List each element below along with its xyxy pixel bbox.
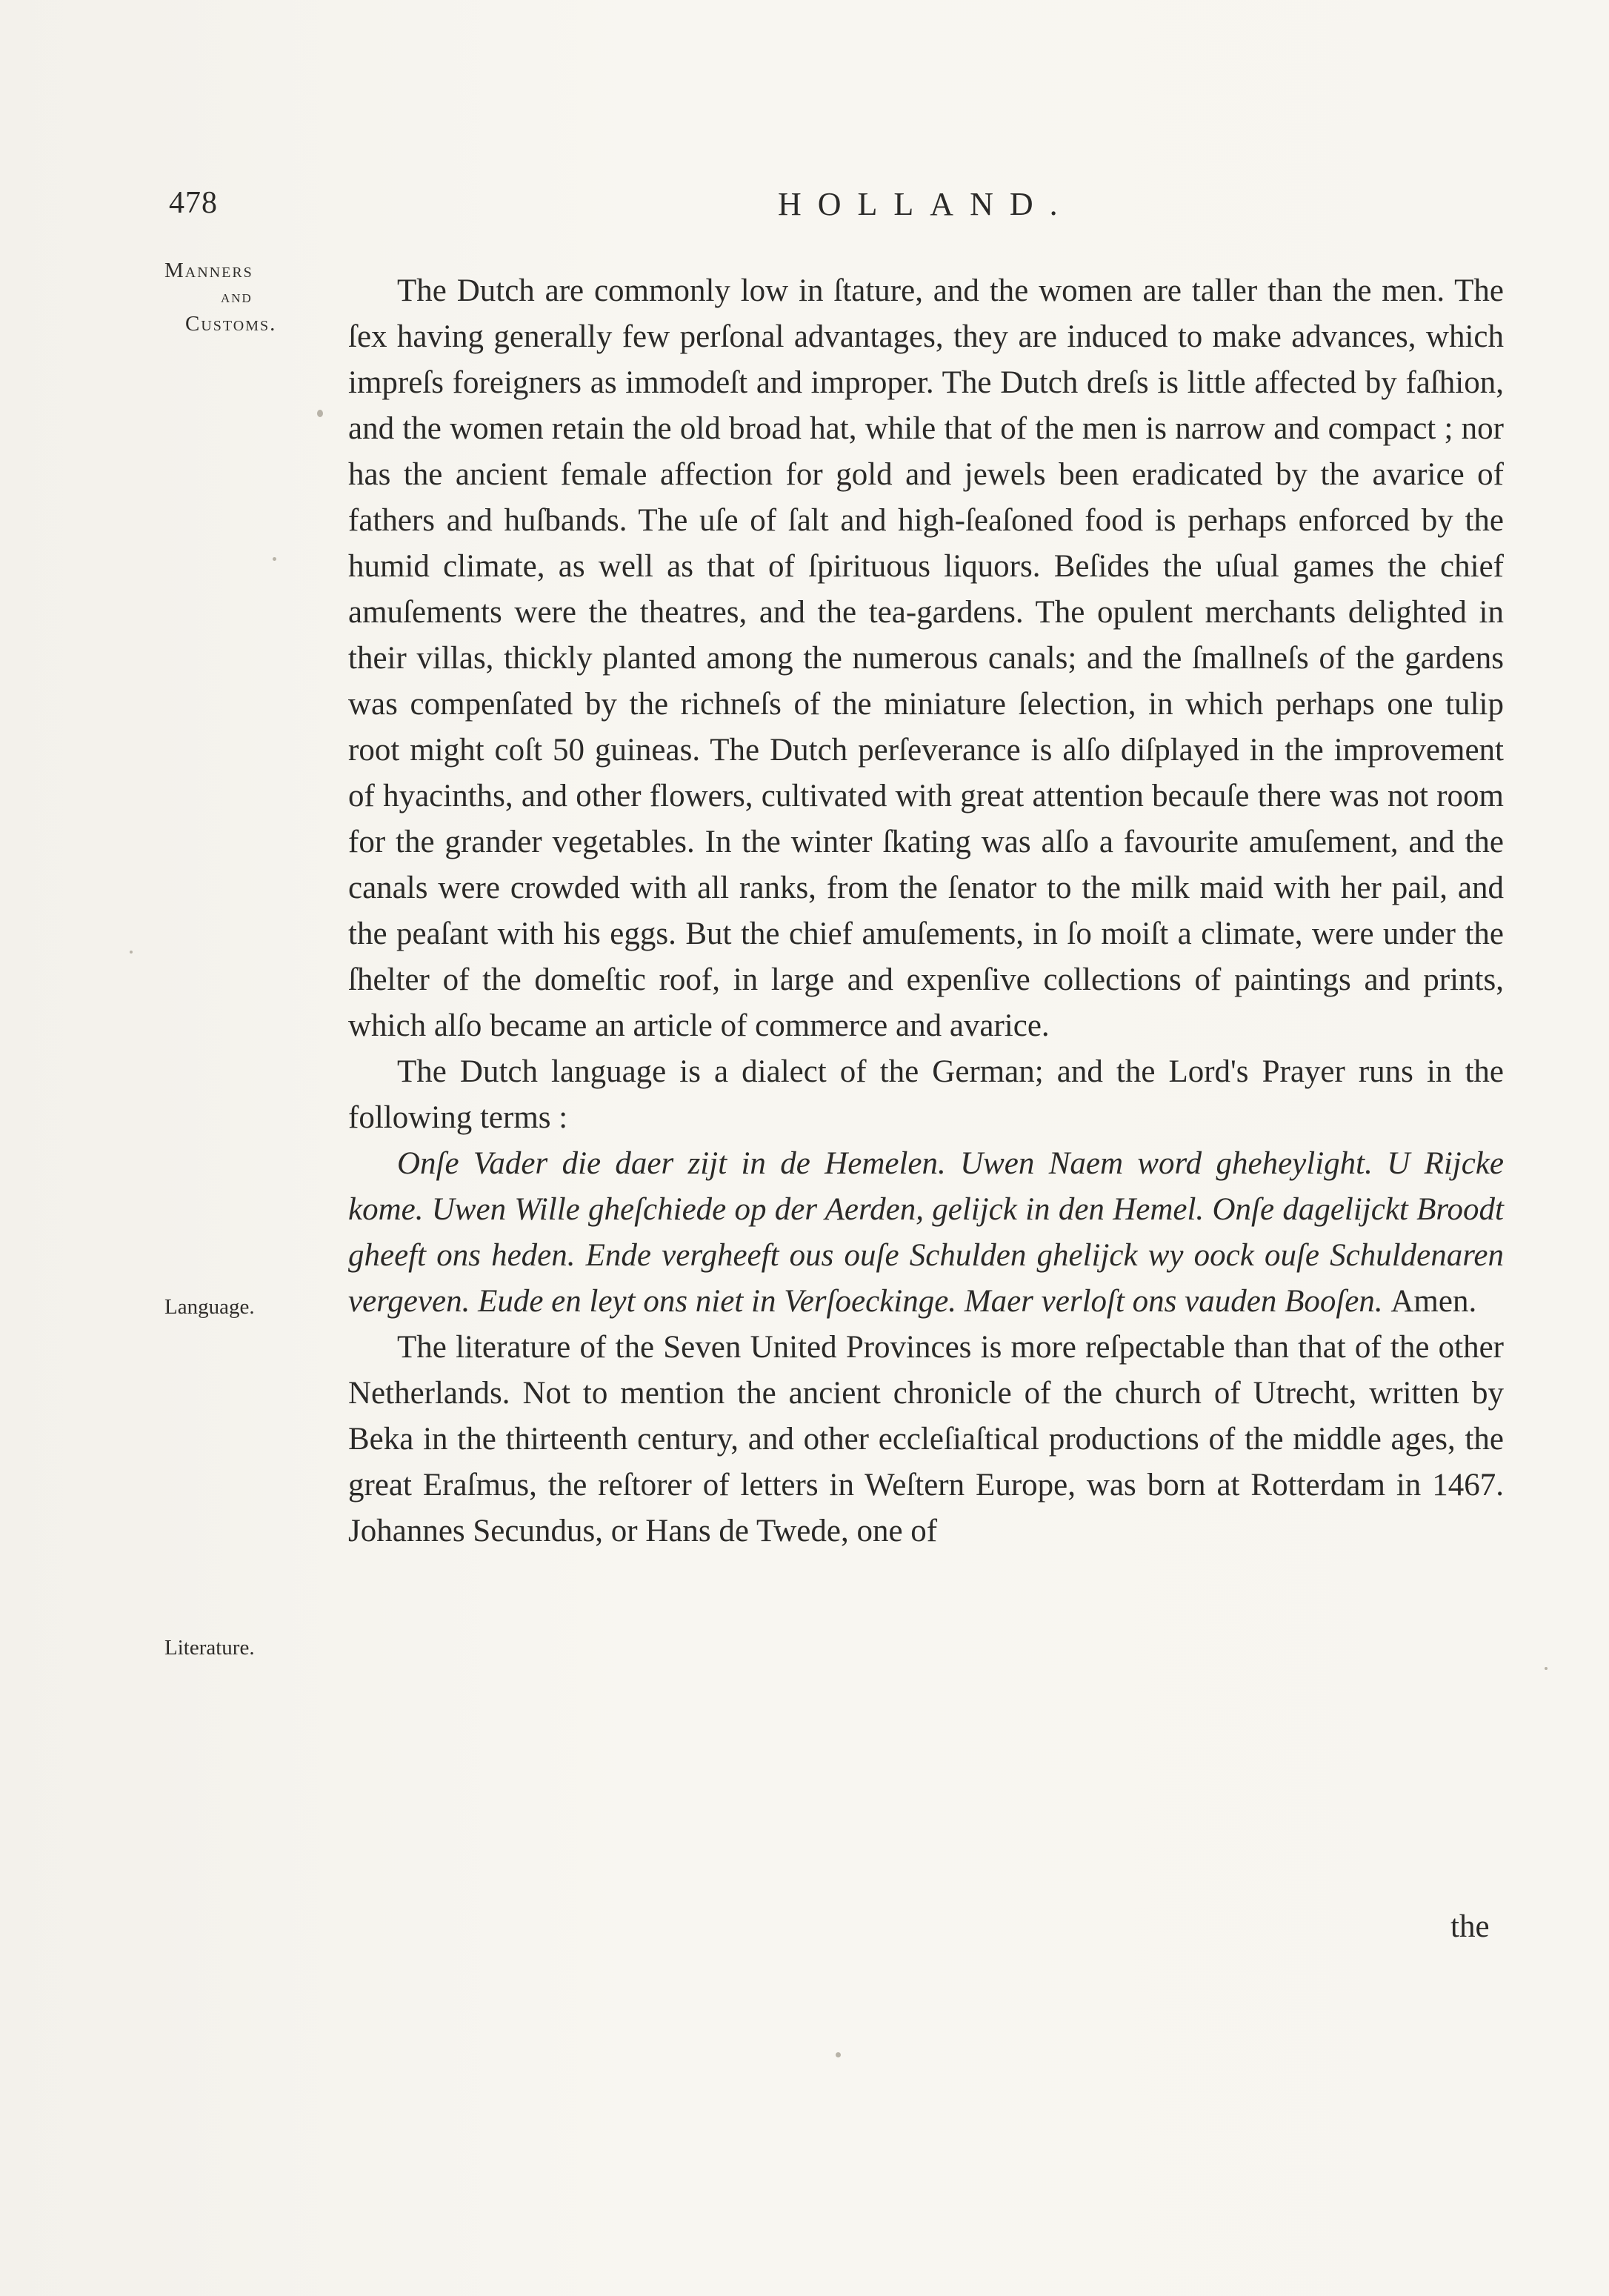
lords-prayer [348, 1141, 1504, 1325]
paper-speck [836, 2052, 841, 2057]
body-text [348, 268, 1504, 1554]
margin-note-literature: Literature. [164, 1636, 255, 1660]
catchword: the [1450, 1909, 1490, 1944]
page-number: 478 [169, 186, 218, 220]
running-title: HOLLAND. [778, 186, 1074, 222]
paper-speck [1545, 1667, 1548, 1670]
paragraph-language: The Dutch language is a dialect of the German; and the Lord's Prayer runs in the following terms : [348, 1054, 1504, 1135]
paragraph-manners: The Dutch are commonly low in ſtature, and the women are taller than the men. The ſex having generally few perſonal advantages, they are induced to make advances, which impreſs foreigners as immodeſt and improper. The Dutch dreſs is little affected by faſhion, and the women retain the old broad hat, while that of the men is narrow and compact ; nor has the ancient female affection for gold and jewels been eradicated by the avarice of fathers and huſbands. The uſe of ſalt and high-ſeaſoned food is perhaps enforced by the humid climate, as well as that of ſpirituous liquors. Beſides the uſual games the chief amuſements were the theatres, and the tea-gardens. The opulent merchants delighted in their villas, thickly planted among the numerous canals; and the ſmallneſs of the gardens was compenſated by the richneſs of the miniature ſelection, in which perhaps one tulip root might coſt 50 guineas. The Dutch perſeverance is alſo diſplayed in the improvement of hyacinths, and other flowers, cultivated with great attention becauſe there was not room for the grander vegetables. In the winter ſkating was alſo a favourite amuſement, and the canals were crowded with all ranks, from the ſenator to the milk maid with her pail, and the peaſant with his eggs. But the chief amuſements, in ſo moiſt a climate, were under the ſhelter of the domeſtic roof, in large and expenſive collections of paintings and prints, which alſo became an article of commerce and avarice. [348, 273, 1504, 1043]
lords-prayer-text: Onſe Vader die daer zijt in de Hemelen. Uwen Naem word gheheylight. U Rijcke kome. Uwen Wille gheſchiede op der Aerden, gelijck in den Hemel. Onſe dagelijckt Broodt gheeft ons heden. Ende vergheeft ous ouſe Schulden ghelijck wy oock ouſe Schuldenaren vergeven. Eude en leyt ons niet in Verſoeckinge. Maer verloſt ons vauden Booſen. [348, 1146, 1504, 1319]
paper-speck [273, 557, 276, 561]
paper-speck [130, 951, 133, 954]
margin-note-manners-line1: Manners [164, 259, 253, 282]
amen: Amen. [1390, 1284, 1477, 1319]
margin-note-language: Language. [164, 1295, 255, 1319]
page-header [0, 185, 1609, 230]
paragraph-literature: The literature of the Seven United Provinces is more reſpectable than that of the other Netherlands. Not to mention the ancient chronicle of the church of Utrecht, written by Beka in the thirteenth century, and other eccleſiaſtical productions of the middle ages, the great Eraſmus, the reſtorer of letters in Weſtern Europe, was born at Rotterdam in 1467. Johannes Secundus, or Hans de Twede, one of [348, 1330, 1504, 1548]
margin-note-manners-line3: Customs. [185, 312, 277, 336]
margin-note-manners-line2: and [221, 287, 253, 307]
paper-speck [317, 410, 323, 417]
margin-note-manners [164, 257, 335, 337]
